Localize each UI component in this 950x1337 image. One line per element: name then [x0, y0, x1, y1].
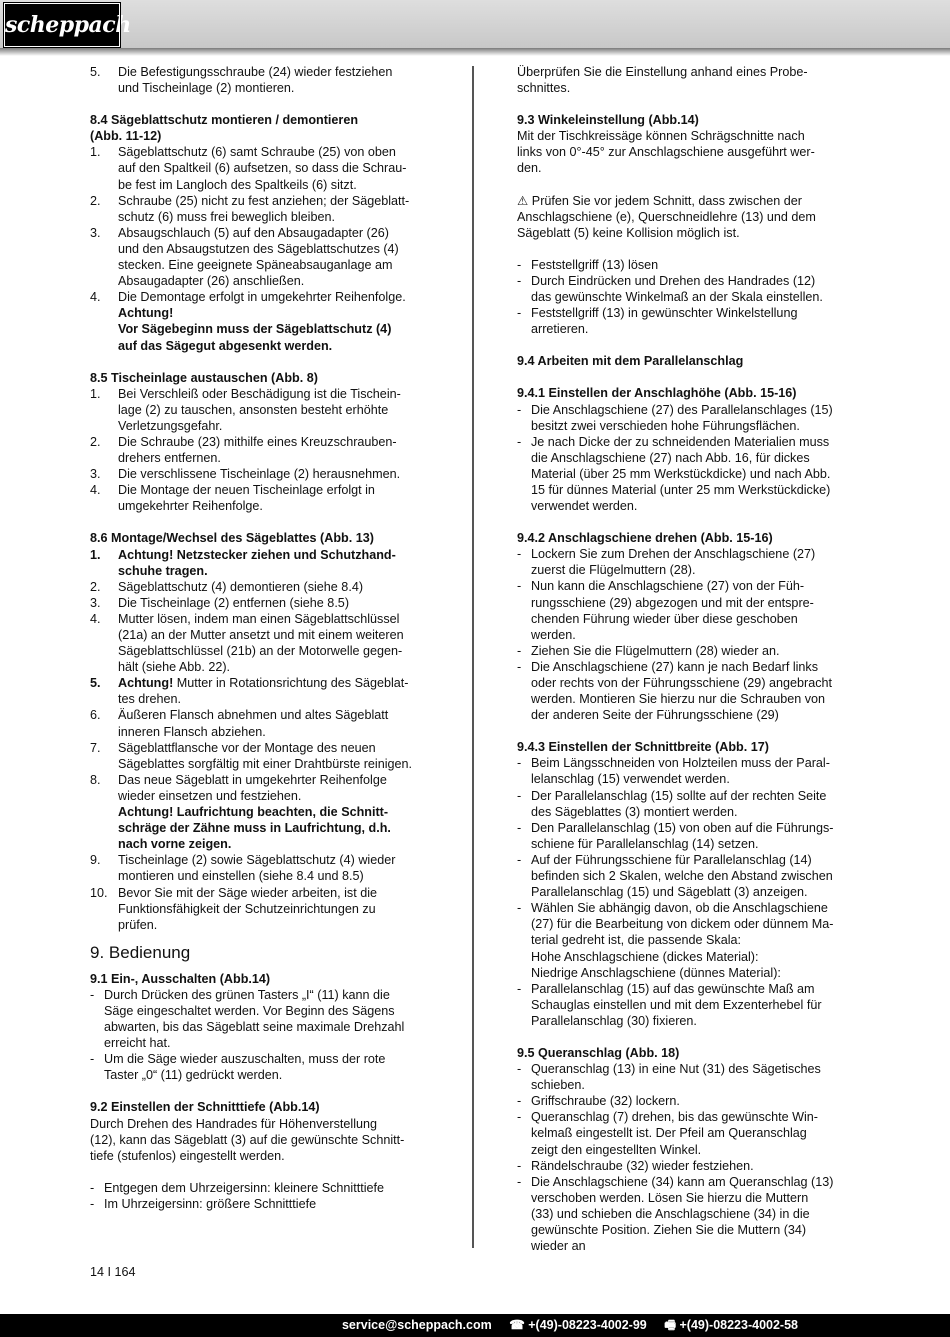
- section-heading: 8.6 Montage/Wechsel des Sägeblattes (Abb. 13): [90, 531, 374, 546]
- text-line: Beim Längsschneiden von Holzteilen muss der Paral-: [531, 756, 830, 771]
- list-item: [90, 611, 432, 675]
- list-marker: 3.: [90, 467, 101, 482]
- spacer: [517, 241, 860, 257]
- warning-text: Achtung!: [118, 306, 174, 321]
- list-item: [517, 900, 860, 980]
- list-marker: 2.: [90, 193, 101, 208]
- list-item-text: [118, 885, 432, 933]
- text-line: Das neue Sägeblatt in umgekehrter Reihenfolge: [118, 772, 387, 787]
- text-line: Parallelanschlag (15) und Sägeblatt (3) anzeigen.: [531, 885, 808, 900]
- list-item-text: [531, 900, 860, 980]
- list-item: [517, 1158, 860, 1174]
- chapter-heading: 9. Bedienung: [90, 942, 191, 962]
- list-marker: 2.: [90, 579, 101, 594]
- list-item-text: [531, 434, 860, 514]
- text-line: kelmaß eingestellt ist. Der Pfeil am Queranschlag: [531, 1126, 807, 1141]
- list-item: [517, 820, 860, 852]
- list-marker: -: [90, 1180, 95, 1195]
- list-item-text: [531, 643, 860, 659]
- text-line: Niedrige Anschlagschiene (dünnes Material):: [531, 965, 781, 980]
- list-item-text: [531, 820, 860, 852]
- list-item-text: [531, 659, 860, 723]
- text-line: Überprüfen Sie die Einstellung anhand eines Probe-: [517, 65, 808, 79]
- spacer: [517, 723, 860, 739]
- section-heading: 9.4.2 Anschlagschiene drehen (Abb. 15-16): [517, 531, 773, 546]
- text-line: Sägeblattes sorgfältig mit einer Drahtbürste reinigen.: [118, 756, 413, 771]
- text-line: Durch Eindrücken und Drehen des Handrades (12): [531, 273, 816, 288]
- text-line: Im Uhrzeigersinn: größere Schnitttiefe: [104, 1196, 317, 1211]
- text-line: Parallelanschlag (30) fixieren.: [531, 1013, 697, 1028]
- list-marker: -: [517, 273, 522, 288]
- list-item: [517, 257, 860, 273]
- text-line: zuerst die Flügelmuttern (28).: [531, 563, 696, 578]
- text-line: stecken. Eine geeignete Späneabsauganlage am: [118, 258, 393, 273]
- section-heading: 9.4 Arbeiten mit dem Parallelanschlag: [517, 354, 744, 369]
- text-line: Die Montage der neuen Tischeinlage erfolgt in: [118, 483, 375, 498]
- list-item: [90, 740, 432, 772]
- text-line: werden.: [531, 627, 576, 642]
- list-item: [517, 643, 860, 659]
- list-marker: -: [517, 547, 522, 562]
- text-line: tiefe (stufenlos) eingestellt werden.: [90, 1148, 285, 1163]
- list-marker: -: [517, 643, 522, 658]
- text-line: schnittes.: [517, 81, 571, 96]
- list-item: [517, 852, 860, 900]
- list-marker: -: [90, 987, 95, 1002]
- list-marker: 2.: [90, 434, 101, 449]
- list-marker: 3.: [90, 225, 101, 240]
- list-item-text: [531, 305, 860, 337]
- text-line: verschoben werden. Lösen Sie hierzu die Muttern: [531, 1190, 809, 1205]
- text-line: montieren und einstellen (siehe 8.4 und 8.5): [118, 869, 364, 884]
- text-line: Material (über 25 mm Werkstückdicke) und nach Abb.: [531, 466, 831, 481]
- text-line: gewünschte Position. Ziehen Sie die Muttern (34): [531, 1223, 807, 1237]
- list-item: [90, 579, 432, 595]
- text-line: zeigt den eingestellten Winkel.: [531, 1142, 702, 1157]
- spacer: [517, 369, 860, 385]
- list-item-text: [118, 144, 432, 192]
- list-item: [90, 386, 432, 434]
- list-marker: 4.: [90, 611, 101, 626]
- spacer: [90, 96, 432, 112]
- warning-text: auf das Sägegut abgesenkt werden.: [118, 338, 333, 353]
- text-line: Tischeinlage (2) sowie Sägeblattschutz (4) wieder: [118, 853, 396, 868]
- page-number: 14 I 164: [90, 1265, 136, 1279]
- text-line: Säge eingeschaltet werden. Vor Beginn des Sägens: [104, 1003, 395, 1018]
- spacer: [90, 1083, 432, 1099]
- list-item: [90, 64, 432, 96]
- text-line: des Sägeblattes (3) montiert werden.: [531, 804, 738, 819]
- list-item-text: [531, 578, 860, 642]
- text-line: wieder einsetzen und festziehen.: [118, 788, 302, 803]
- list-marker: -: [517, 257, 522, 272]
- text-line: be fest im Langloch des Spaltkeils (6) sitzt.: [118, 177, 357, 192]
- warning-text: Achtung! Laufrichtung beachten, die Schnitt-: [118, 805, 389, 820]
- text-line: arretieren.: [531, 322, 589, 337]
- text-line: Die Anschlagschiene (27) des Parallelanschlages (15): [531, 402, 833, 417]
- text-line: (27) für die Bearbeitung von dickem oder dünnem Ma-: [531, 917, 834, 932]
- list-marker: -: [517, 788, 522, 803]
- text-line: chenden Führung wieder über diese geschoben: [531, 611, 798, 626]
- list-item-text: [118, 386, 432, 434]
- list-marker: -: [517, 306, 522, 321]
- footer-contact: [328, 1314, 798, 1337]
- text-line: Feststellgriff (13) lösen: [531, 257, 659, 272]
- section-heading: 9.1 Ein-, Ausschalten (Abb.14): [90, 971, 271, 986]
- text-line: Achtung! Netzstecker ziehen und Schutzhand-: [118, 547, 396, 562]
- text-line: Durch Drücken des grünen Tasters „I“ (11) kann die: [104, 987, 390, 1002]
- text-line: verwendet werden.: [531, 499, 638, 514]
- list-item: [517, 402, 860, 434]
- warning-text: Sägeblatt (5) keine Kollision möglich ist.: [517, 225, 740, 240]
- list-marker: -: [517, 852, 522, 867]
- list-item-text: [118, 434, 432, 466]
- text-line: Den Parallelanschlag (15) von oben auf die Führungs-: [531, 820, 834, 835]
- text-line: der anderen Seite der Führungsschiene (29): [531, 708, 779, 723]
- warning-text: schräge der Zähne muss in Laufrichtung, d.h.: [118, 821, 391, 836]
- text-line: Queranschlag (13) in eine Nut (31) des Sägetisches: [531, 1062, 821, 1077]
- text-line: (12), kann das Sägeblatt (3) auf die gewünschte Schnitt-: [90, 1132, 405, 1147]
- list-item-text: [531, 981, 860, 1029]
- text-span: Mutter in Rotationsrichtung des Sägeblat-: [173, 676, 409, 691]
- list-item-text: [531, 546, 860, 578]
- list-marker: 1.: [90, 547, 101, 562]
- list-item: [517, 1174, 860, 1254]
- text-line: besitzt zwei verschieden hohe Führungsflächen.: [531, 418, 800, 433]
- text-line: oder rechts von der Führungsschiene (29) angebracht: [531, 676, 833, 690]
- list-item: [90, 987, 432, 1051]
- list-item: [517, 578, 860, 642]
- text-line: schieben.: [531, 1078, 585, 1093]
- list-marker: 1.: [90, 386, 101, 401]
- list-marker: -: [517, 1158, 522, 1173]
- column-divider: [472, 66, 474, 1248]
- text-line: lelanschlag (15) verwendet werden.: [531, 772, 730, 787]
- text-line: Rändelschraube (32) wieder festziehen.: [531, 1158, 754, 1173]
- list-item-text: [531, 402, 860, 434]
- text-line: befinden sich 2 Skalen, welche den Abstand zwischen: [531, 869, 833, 884]
- warning-text: Anschlagschiene (e), Querschneidlehre (13) und dem: [517, 209, 816, 224]
- list-marker: -: [517, 981, 522, 996]
- list-item: [90, 289, 432, 353]
- spacer: [90, 354, 432, 370]
- text-line: Bei Verschleiß oder Beschädigung ist die Tischein-: [118, 386, 401, 401]
- list-item: [90, 852, 432, 884]
- warning-text: nach vorne zeigen.: [118, 837, 232, 852]
- list-item-text: [118, 852, 432, 884]
- list-item: [517, 755, 860, 787]
- list-item: [90, 547, 432, 579]
- list-marker: 3.: [90, 595, 101, 610]
- list-item: [517, 434, 860, 514]
- brand-logo: scheppach: [4, 3, 120, 47]
- text-line: Je nach Dicke der zu schneidenden Materialien muss: [531, 434, 830, 449]
- list-item-text: [118, 579, 432, 595]
- text-line: schiene für Parallelanschlag (14) setzen.: [531, 836, 759, 851]
- text-line: rungsschiene (29) abgezogen und mit der entspre-: [531, 595, 814, 610]
- header-shadow: [0, 48, 950, 56]
- list-marker: 7.: [90, 740, 101, 755]
- text-line: wieder an: [531, 1239, 586, 1254]
- list-item-text: [531, 755, 860, 787]
- list-item: [90, 193, 432, 225]
- text-line: [118, 675, 432, 691]
- text-line: Sägeblattschutz (4) demontieren (siehe 8.4): [118, 579, 364, 594]
- text-line: Die Tischeinlage (2) entfernen (siehe 8.5): [118, 595, 350, 610]
- list-marker: 5.: [90, 676, 101, 691]
- list-marker: -: [517, 659, 522, 674]
- list-item-text: [531, 273, 860, 305]
- text-line: Verletzungsgefahr.: [118, 418, 223, 433]
- text-line: umgekehrter Reihenfolge.: [118, 499, 263, 514]
- text-line: Mit der Tischkreissäge können Schrägschnitte nach: [517, 129, 805, 144]
- left-column: [90, 64, 432, 1212]
- footer-email[interactable]: service@scheppach.com: [341, 1318, 492, 1332]
- list-marker: -: [517, 1062, 522, 1077]
- list-item-text: [104, 1051, 432, 1083]
- list-item: [517, 1093, 860, 1109]
- list-item: [517, 981, 860, 1029]
- text-line: hält (siehe Abb. 22).: [118, 660, 231, 675]
- text-line: Die Anschlagschiene (34) kann am Queranschlag (13): [531, 1174, 834, 1189]
- list-item-text: [118, 740, 432, 772]
- text-line: Funktionsfähigkeit der Schutzeinrichtungen zu: [118, 901, 376, 916]
- list-marker: 10.: [90, 885, 108, 900]
- text-line: (33) und schieben die Anschlagschiene (34) in die: [531, 1206, 810, 1221]
- list-item-text: [531, 1061, 860, 1093]
- list-item-text: [531, 257, 860, 273]
- list-item-text: [118, 675, 432, 707]
- list-item-text: [531, 1158, 860, 1174]
- text-line: Griffschraube (32) lockern.: [531, 1094, 680, 1109]
- text-line: 15 für dünnes Material (unter 25 mm Werkstückdicke): [531, 482, 831, 497]
- list-marker: -: [90, 1052, 95, 1067]
- right-column: [517, 64, 860, 1254]
- text-line: Wählen Sie abhängig davon, ob die Anschlagschiene: [531, 901, 828, 916]
- list-item-text: [104, 1196, 432, 1212]
- list-item: [90, 595, 432, 611]
- text-line: links von 0°-45° zur Anschlagschiene ausgeführt wer-: [517, 145, 815, 160]
- text-line: lage (2) zu tauschen, ansonsten besteht erhöhte: [118, 402, 389, 417]
- list-item-text: [118, 64, 432, 96]
- list-marker: -: [517, 434, 522, 449]
- list-item-text: [118, 482, 432, 514]
- text-line: prüfen.: [118, 917, 158, 932]
- list-item: [517, 1109, 860, 1157]
- list-item: [90, 772, 432, 852]
- text-line: Äußeren Flansch abnehmen und altes Sägeblatt: [118, 708, 389, 723]
- section-heading: (Abb. 11-12): [90, 129, 162, 144]
- list-item-text: [118, 547, 432, 579]
- list-marker: 4.: [90, 483, 101, 498]
- text-line: drehers entfernen.: [118, 451, 221, 466]
- list-item: [90, 707, 432, 739]
- text-line: schutz (6) muss frei beweglich bleiben.: [118, 209, 335, 224]
- text-line: Die verschlissene Tischeinlage (2) herausnehmen.: [118, 467, 401, 482]
- list-marker: 5.: [90, 65, 101, 79]
- spacer: [517, 96, 860, 112]
- section-heading: 8.4 Sägeblattschutz montieren / demontieren: [90, 113, 359, 128]
- list-marker: 1.: [90, 145, 101, 160]
- warning-text: ⚠ Prüfen Sie vor jedem Schnitt, dass zwischen der: [517, 193, 802, 208]
- list-item-text: [118, 772, 432, 852]
- list-item: [517, 273, 860, 305]
- list-item-text: [104, 1180, 432, 1196]
- section-heading: 9.4.3 Einstellen der Schnittbreite (Abb. 17): [517, 740, 769, 755]
- page-footer: [0, 1314, 950, 1337]
- text-line: Lockern Sie zum Drehen der Anschlagschiene (27): [531, 547, 816, 562]
- text-line: und Tischeinlage (2) montieren.: [118, 81, 295, 96]
- text-line: Hohe Anschlagschiene (dickes Material):: [531, 949, 759, 964]
- text-line: das gewünschte Winkelmaß an der Skala einstellen.: [531, 290, 823, 305]
- text-line: Mutter lösen, indem man einen Sägeblattschlüssel: [118, 611, 400, 626]
- text-line: die Anschlagschiene (27) nach Abb. 16, für dickes: [531, 450, 810, 465]
- list-item-text: [118, 611, 432, 675]
- list-item: [517, 305, 860, 337]
- spacer: [90, 1164, 432, 1180]
- list-item: [90, 482, 432, 514]
- warning-text: Vor Sägebeginn muss der Sägeblattschutz (4): [118, 322, 392, 337]
- spacer: [517, 514, 860, 530]
- section-heading: 9.3 Winkeleinstellung (Abb.14): [517, 113, 699, 128]
- text-line: (21a) an der Mutter ansetzt und mit einem weiteren: [118, 628, 404, 642]
- spacer: [517, 1029, 860, 1045]
- section-heading: 9.2 Einstellen der Schnitttiefe (Abb.14): [90, 1100, 320, 1115]
- text-line: Sägeblattschlüssel (21b) an der Motorwelle gegen-: [118, 644, 403, 659]
- list-marker: 8.: [90, 772, 101, 787]
- text-line: Queranschlag (7) drehen, bis das gewünschte Win-: [531, 1110, 819, 1125]
- list-item: [90, 1180, 432, 1196]
- text-line: Auf der Führungsschiene für Parallelanschlag (14): [531, 852, 812, 867]
- text-line: Absaugadapter (26) anschließen.: [118, 274, 305, 289]
- text-line: inneren Flansch abziehen.: [118, 724, 266, 739]
- list-item: [90, 1196, 432, 1212]
- list-item-text: [531, 1174, 860, 1254]
- list-marker: 6.: [90, 708, 101, 723]
- list-item: [90, 144, 432, 192]
- text-line: erreicht hat.: [104, 1036, 171, 1051]
- text-line: Die Befestigungsschraube (24) wieder festziehen: [118, 65, 393, 79]
- text-line: Feststellgriff (13) in gewünschter Winkelstellung: [531, 306, 798, 321]
- list-item-text: [531, 1109, 860, 1157]
- text-line: Durch Drehen des Handrades für Höhenverstellung: [90, 1116, 378, 1131]
- list-item: [517, 659, 860, 723]
- text-line: Die Schraube (23) mithilfe eines Kreuzschrauben-: [118, 434, 397, 449]
- text-line: Entgegen dem Uhrzeigersinn: kleinere Schnitttiefe: [104, 1180, 385, 1195]
- text-line: tes drehen.: [118, 692, 182, 707]
- list-item-text: [531, 788, 860, 820]
- section-heading: 8.5 Tischeinlage austauschen (Abb. 8): [90, 370, 318, 385]
- list-item: [90, 675, 432, 707]
- text-line: abwarten, bis das Sägeblatt seine maximale Drehzahl: [104, 1020, 405, 1035]
- text-line: schuhe tragen.: [118, 563, 208, 578]
- text-line: terial gedreht ist, die passende Skala:: [531, 933, 742, 948]
- text-line: Sägeblattflansche vor der Montage des neuen: [118, 740, 376, 755]
- text-line: Schraube (25) nicht zu fest anziehen; der Sägeblatt-: [118, 193, 410, 208]
- list-marker: -: [517, 1110, 522, 1125]
- section-heading: 9.4.1 Einstellen der Anschlaghöhe (Abb. 15-16): [517, 386, 797, 401]
- warning-text: Achtung!: [118, 676, 174, 691]
- list-item: [90, 434, 432, 466]
- text-line: Schauglas einstellen und mit dem Exzenterhebel für: [531, 997, 822, 1012]
- footer-fax: 🖷 +(49)-08223-4002-58: [664, 1318, 798, 1332]
- text-line: Nun kann die Anschlagschiene (27) von der Füh-: [531, 579, 805, 594]
- text-line: Um die Säge wieder auszuschalten, muss der rote: [104, 1052, 386, 1067]
- footer-phone: ☎ +(49)-08223-4002-99: [509, 1318, 647, 1332]
- list-item: [517, 546, 860, 578]
- list-item: [90, 466, 432, 482]
- list-marker: 9.: [90, 853, 101, 868]
- list-item-text: [118, 193, 432, 225]
- text-line: und den Absaugstutzen des Sägeblattschutzes (4): [118, 241, 399, 256]
- list-marker: -: [517, 402, 522, 417]
- list-item-text: [118, 595, 432, 611]
- list-item-text: [531, 852, 860, 900]
- list-marker: 4.: [90, 290, 101, 305]
- text-line: Ziehen Sie die Flügelmuttern (28) wieder an.: [531, 643, 780, 658]
- list-marker: -: [517, 1094, 522, 1109]
- text-line: auf den Spaltkeil (6) aufsetzen, so dass die Schrau-: [118, 161, 407, 176]
- text-line: Parallelanschlag (15) auf das gewünschte Maß am: [531, 981, 815, 996]
- list-item: [517, 788, 860, 820]
- list-marker: -: [517, 579, 522, 594]
- spacer: [517, 337, 860, 353]
- list-marker: -: [517, 820, 522, 835]
- text-line: Bevor Sie mit der Säge wieder arbeiten, ist die: [118, 885, 378, 900]
- text-line: Sägeblattschutz (6) samt Schraube (25) von oben: [118, 145, 396, 160]
- text-line: den.: [517, 161, 542, 176]
- section-heading: 9.5 Queranschlag (Abb. 18): [517, 1045, 680, 1060]
- list-item-text: [118, 707, 432, 739]
- text-line: Die Anschlagschiene (27) kann je nach Bedarf links: [531, 659, 819, 674]
- text-line: Taster „0“ (11) gedrückt werden.: [104, 1068, 283, 1083]
- page-header: [0, 0, 950, 48]
- list-item-text: [118, 466, 432, 482]
- list-marker: -: [517, 1174, 522, 1189]
- spacer: [517, 177, 860, 193]
- list-item: [90, 885, 432, 933]
- list-marker: -: [90, 1196, 95, 1211]
- list-item: [90, 1051, 432, 1083]
- list-item-text: [531, 1093, 860, 1109]
- text-line: Die Demontage erfolgt in umgekehrter Reihenfolge.: [118, 290, 406, 305]
- text-line: Der Parallelanschlag (15) sollte auf der rechten Seite: [531, 788, 827, 803]
- list-item-text: [104, 987, 432, 1051]
- spacer: [90, 514, 432, 530]
- list-item: [517, 1061, 860, 1093]
- list-marker: -: [517, 901, 522, 916]
- list-marker: -: [517, 756, 522, 771]
- list-item-text: [118, 289, 432, 353]
- list-item-text: [118, 225, 432, 289]
- list-item: [90, 225, 432, 289]
- text-line: werden. Montieren Sie hierzu nur die Schrauben von: [531, 692, 826, 707]
- text-line: Absaugschlauch (5) auf den Absaugadapter (26): [118, 225, 389, 240]
